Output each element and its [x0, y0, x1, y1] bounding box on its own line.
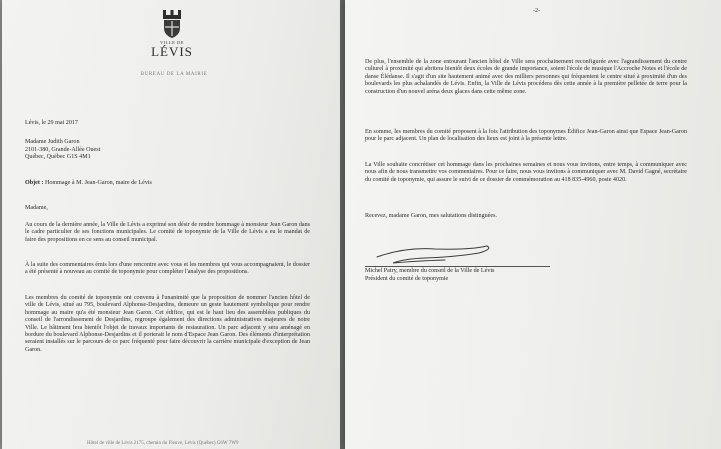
city-small-label: VILLE DE — [159, 40, 185, 45]
letter-date: Lévis, le 29 mai 2017 — [25, 120, 78, 126]
signature-title: Président du comité de toponymie — [365, 276, 449, 282]
recipient-address: 2101-380, Grande-Allée Ouest — [25, 146, 101, 153]
recipient-city: Québec, Québec G1S 4M1 — [25, 154, 91, 160]
letterhead-footer: Hôtel de ville de Lévis 2175, chemin du Fleuve, Lévis (Québec) G6W 7W9 — [87, 441, 239, 446]
salutation: Madame, — [25, 205, 48, 211]
city-logo — [150, 10, 194, 68]
crown-coat-of-arms-icon — [160, 10, 184, 38]
office-heading: BUREAU DE LA MAIRIE — [140, 72, 208, 77]
paragraph-2: À la suite des commentaires émis lors d'une rencontre avec vous et les membres qui vous accompagnaient, le dossier a été présenté à nouveau au comité de toponymie pour compléter l'analyse des propositions. — [25, 262, 310, 276]
paragraph-3: Les membres du comité de toponymie ont convenu à l'unanimité que la proposition de nommer l'ancien hôtel de ville de Lévis, situé au 795, boulevard Alphonse-Desjardins, demeure un geste hautement symbolique pour rendre hommage au maire qu'a été monsieur Jean Garon. Cet édifice, qui est le haut lieu des assemblées publiques du conseil de l'arrondissement de Desjardins, regroupe également des directions administratives majeures de notre Ville. Le bâtiment fera bientôt l'objet de travaux importants de restauration. Un parc adjacent y sera aménagé en bordure du boulevard Alphonse-Desjardins et il porterait le nom d'Espace Jean Garon. Des éléments d'interprétation seraient installés sur le parcours de ce parc fréquenté pour faire découvrir la carrière municipale d'exception de Jean Garon. — [25, 295, 310, 353]
subject-line — [25, 180, 152, 187]
city-name: LÉVIS — [151, 44, 193, 59]
closing: Recevez, madame Garon, mes salutations distinguées. — [365, 213, 497, 219]
paragraph-1: Au cours de la dernière année, la Ville de Lévis a exprimé son désir de rendre hommage à monsieur Jean Garon dans le cadre particulier de ses fonctions municipales. Le comité de toponymie de la Ville de Lévis a eu le mandat de faire des propositions en ce sens au conseil municipal. — [25, 222, 310, 243]
signature-name: Michel Patry, membre du conseil de la Ville de Lévis — [365, 268, 495, 274]
page-number: -2- — [533, 8, 541, 14]
letter-page-1 — [2, 0, 340, 449]
recipient-name: Madame Judith Garon — [25, 139, 80, 145]
letter-page-2 — [345, 0, 721, 449]
subject-label: Objet : — [25, 180, 44, 186]
subject-text: Hommage à M. Jean-Garon, maire de Lévis — [44, 180, 152, 186]
page2-paragraph-2: En somme, les membres du comité proposent à la fois l'attribution des toponymes Édifice Jean-Garon ainsi que Espace Jean-Garon pour le parc adjacent. Un plan de localisation des lieux est joint à la présente lettre. — [365, 129, 687, 143]
page2-paragraph-1: De plus, l'ensemble de la zone entourant l'ancien hôtel de Ville sera prochainement reconfigurée avec l'agrandissement du centre culturel à proximité qui abritera bientôt deux écoles de grande importance, soient l'école de musique l'Accroche Notes et l'école de danse Élédanse. Il s'agit d'un site hautement animé avec des milliers personnes qui fréquentent le centre situé à proximité d'un des boulevards les plus achalandés de Lévis. Enfin, la Ville de Lévis procédera dès cette année à la première pelletée de terre pour la construction d'un nouvel aréna deux glaces dans cette même zone. — [365, 59, 687, 95]
handwritten-signature — [375, 243, 495, 267]
signature-line — [365, 266, 550, 267]
page2-paragraph-3: La Ville souhaite concrétiser cet hommage dans les prochaines semaines et nous vous invitons, entre temps, à communiquer avec nous afin de nous transmettre vos commentaires. Pour ce faire, nous vous invitons à communiquer avec M. David Gagné, secrétaire du comité de toponymie, qui assure le suivi de ce dossier de commémoration au 418 835-4960, poste 4020. — [365, 162, 687, 183]
